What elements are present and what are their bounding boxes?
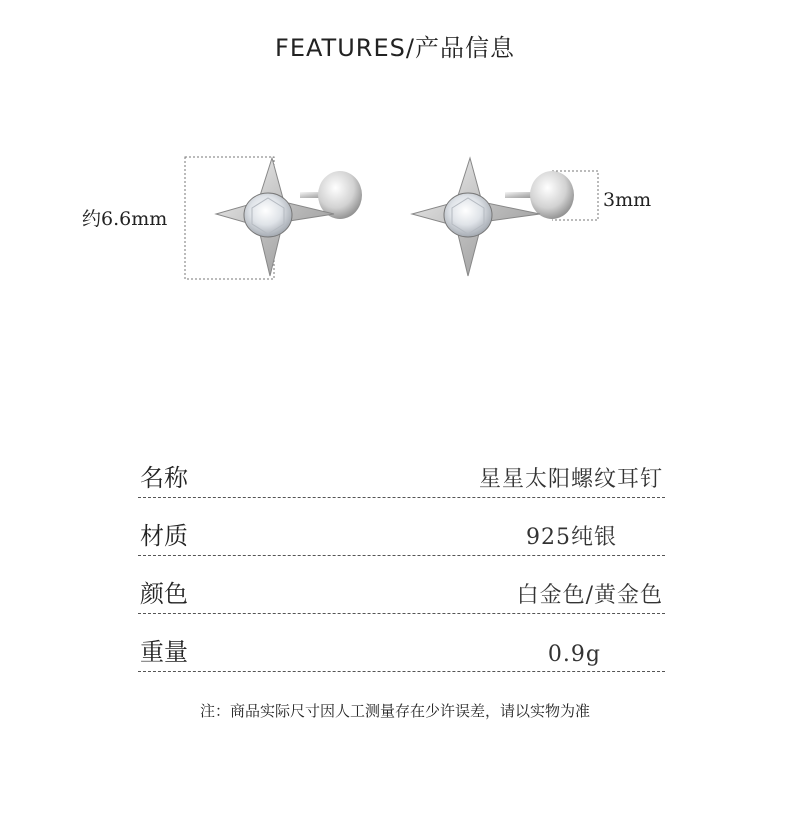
spec-row-weight xyxy=(138,624,665,672)
spec-row-name xyxy=(138,450,665,498)
spec-value: 白金色/黄金色 xyxy=(516,583,663,608)
spec-table xyxy=(138,450,665,672)
earring-illustration xyxy=(0,130,790,310)
gem xyxy=(444,193,492,237)
spec-value: 0.9g xyxy=(547,642,601,667)
screw-ball xyxy=(530,171,574,219)
spec-key: 材质 xyxy=(140,522,188,550)
width-dimension-label: 约6.6mm xyxy=(82,208,168,230)
gem xyxy=(244,193,292,237)
spec-row-color xyxy=(138,566,665,614)
spec-value: 星星太阳螺纹耳钉 xyxy=(478,467,663,492)
spec-key: 名称 xyxy=(140,464,188,492)
product-image-area xyxy=(0,130,790,310)
ball-dimension-label: 3mm xyxy=(603,189,652,211)
measurement-note: 注：商品实际尺寸因人工测量存在少许误差，请以实物为准 xyxy=(199,702,590,720)
spec-key: 颜色 xyxy=(140,580,188,608)
page-title: FEATURES/产品信息 xyxy=(275,34,515,62)
spec-key: 重量 xyxy=(140,638,188,666)
earring-left xyxy=(216,158,362,276)
spec-value: 925纯银 xyxy=(526,525,617,550)
spec-row-material xyxy=(138,508,665,556)
earring-right xyxy=(412,158,574,276)
